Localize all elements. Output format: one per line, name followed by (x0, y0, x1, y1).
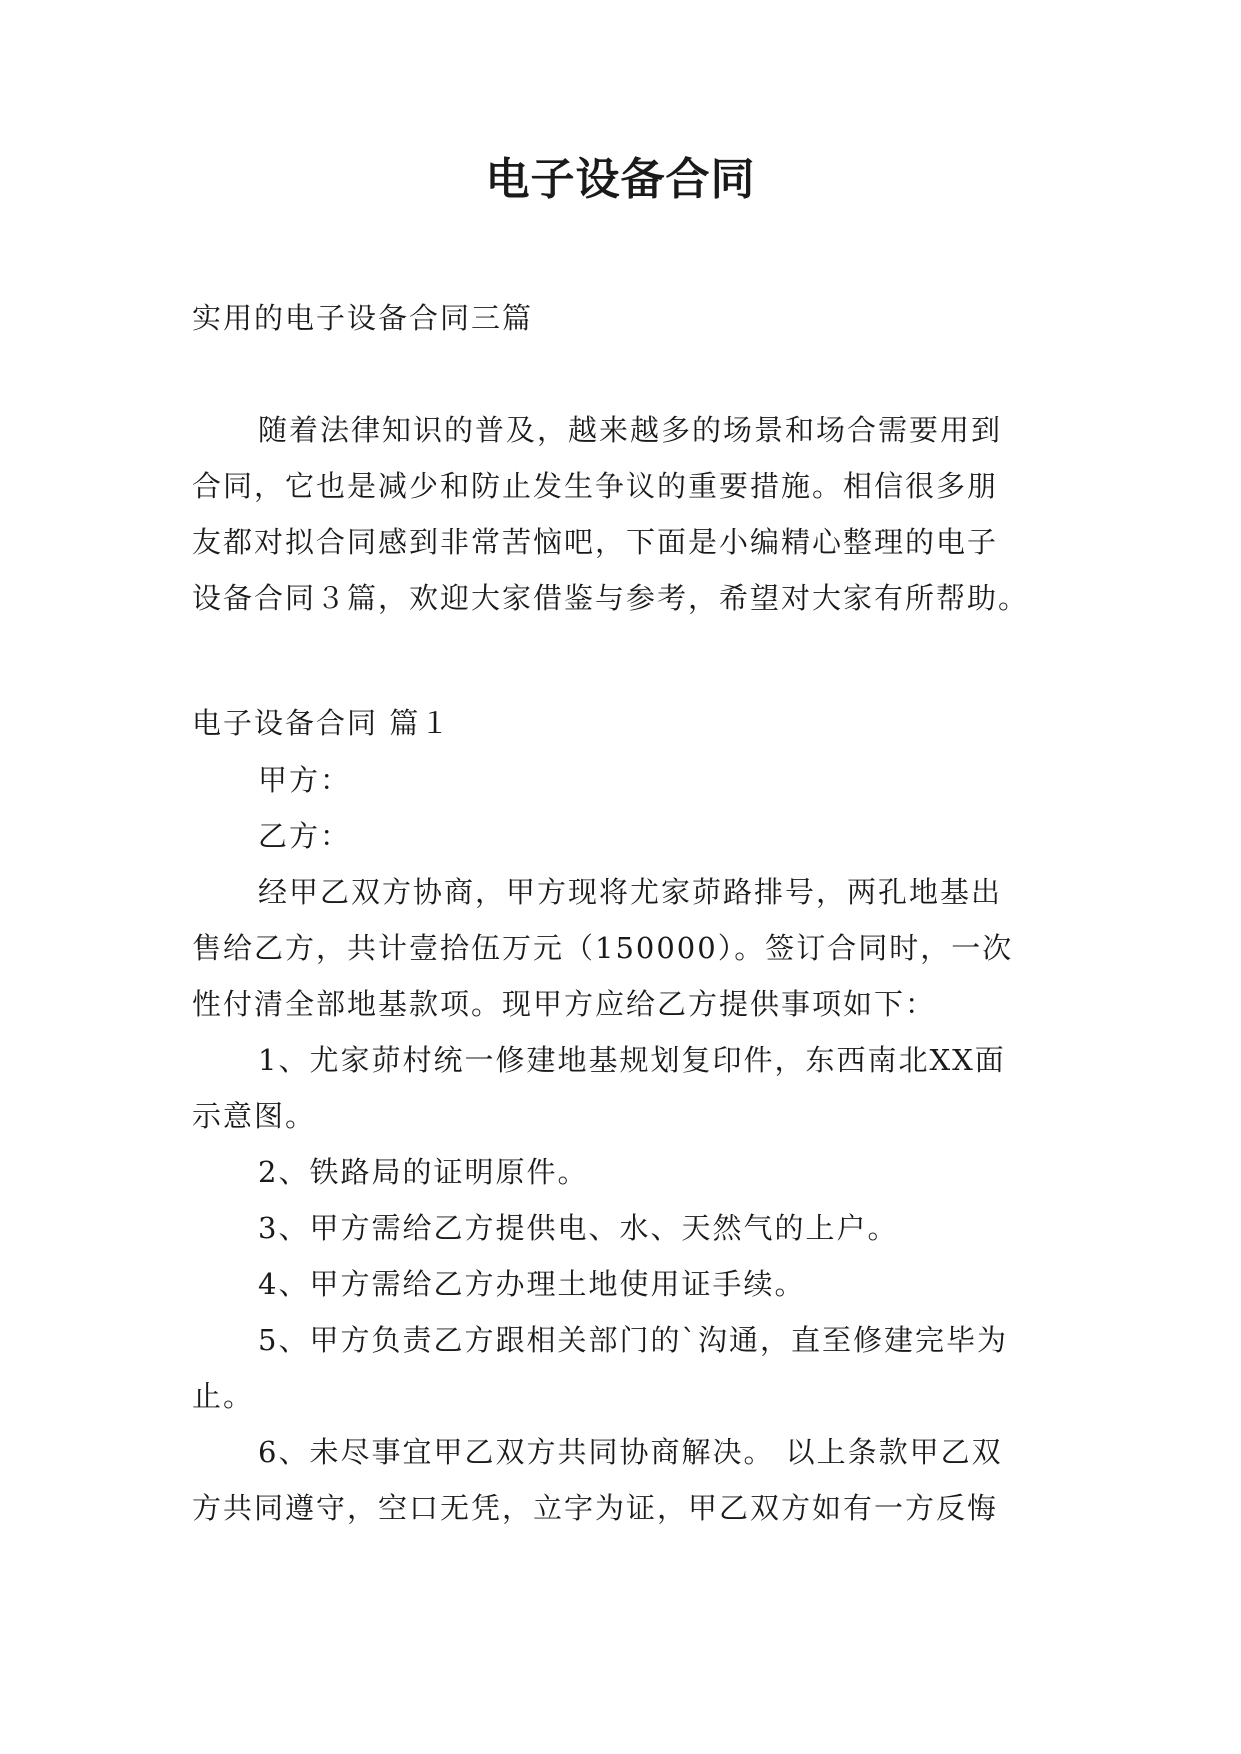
clause-line: 止。 (192, 1379, 255, 1413)
document-subtitle (192, 290, 1062, 346)
clause-line: 2、铁路局的证明原件。 (258, 1155, 589, 1189)
intro-line: 随着法律知识的普及，越来越多的场景和场合需要用到 (258, 413, 1003, 447)
intro-line: 设备合同３篇，欢迎大家借鉴与参考，希望对大家有所帮助。 (192, 581, 1030, 615)
intro-line: 合同，它也是减少和防止发生争议的重要措施。相信很多朋 (192, 469, 999, 503)
clause-line: 甲方： (258, 763, 352, 797)
section-heading-text: 电子设备合同 篇１ (192, 706, 452, 740)
clause-line: 方共同遵守，空口无凭，立字为证，甲乙双方如有一方反悔 (192, 1491, 999, 1525)
clause-line: 5、甲方负责乙方跟相关部门的`沟通，直至修建完毕为 (258, 1323, 1008, 1357)
clause-line: 性付清全部地基款项。现甲方应给乙方提供事项如下： (192, 987, 937, 1021)
section-heading (192, 695, 1062, 751)
clause-line: 1、尤家茆村统一修建地基规划复印件，东西南北XX面 (258, 1043, 1006, 1077)
contract-clauses (192, 752, 1062, 1536)
intro-paragraph (192, 402, 1062, 626)
clause-line: 售给乙方，共计壹拾伍万元（150000）。签订合同时，一次 (192, 931, 1014, 965)
document-title: 电子设备合同 (485, 154, 756, 205)
clause-line: 3、甲方需给乙方提供电、水、天然气的上户。 (258, 1211, 899, 1245)
clause-line: 6、未尽事宜甲乙双方共同协商解决。 以上条款甲乙双 (258, 1435, 1003, 1469)
clause-line: 乙方： (258, 819, 352, 853)
intro-line: 友都对拟合同感到非常苦恼吧，下面是小编精心整理的电子 (192, 525, 999, 559)
subtitle-line: 实用的电子设备合同三篇 (192, 301, 534, 335)
clause-line: 4、甲方需给乙方办理土地使用证手续。 (258, 1267, 806, 1301)
clause-line: 经甲乙双方协商，甲方现将尤家茆路排号，两孔地基出 (258, 875, 1003, 909)
clause-line: 示意图。 (192, 1099, 317, 1133)
